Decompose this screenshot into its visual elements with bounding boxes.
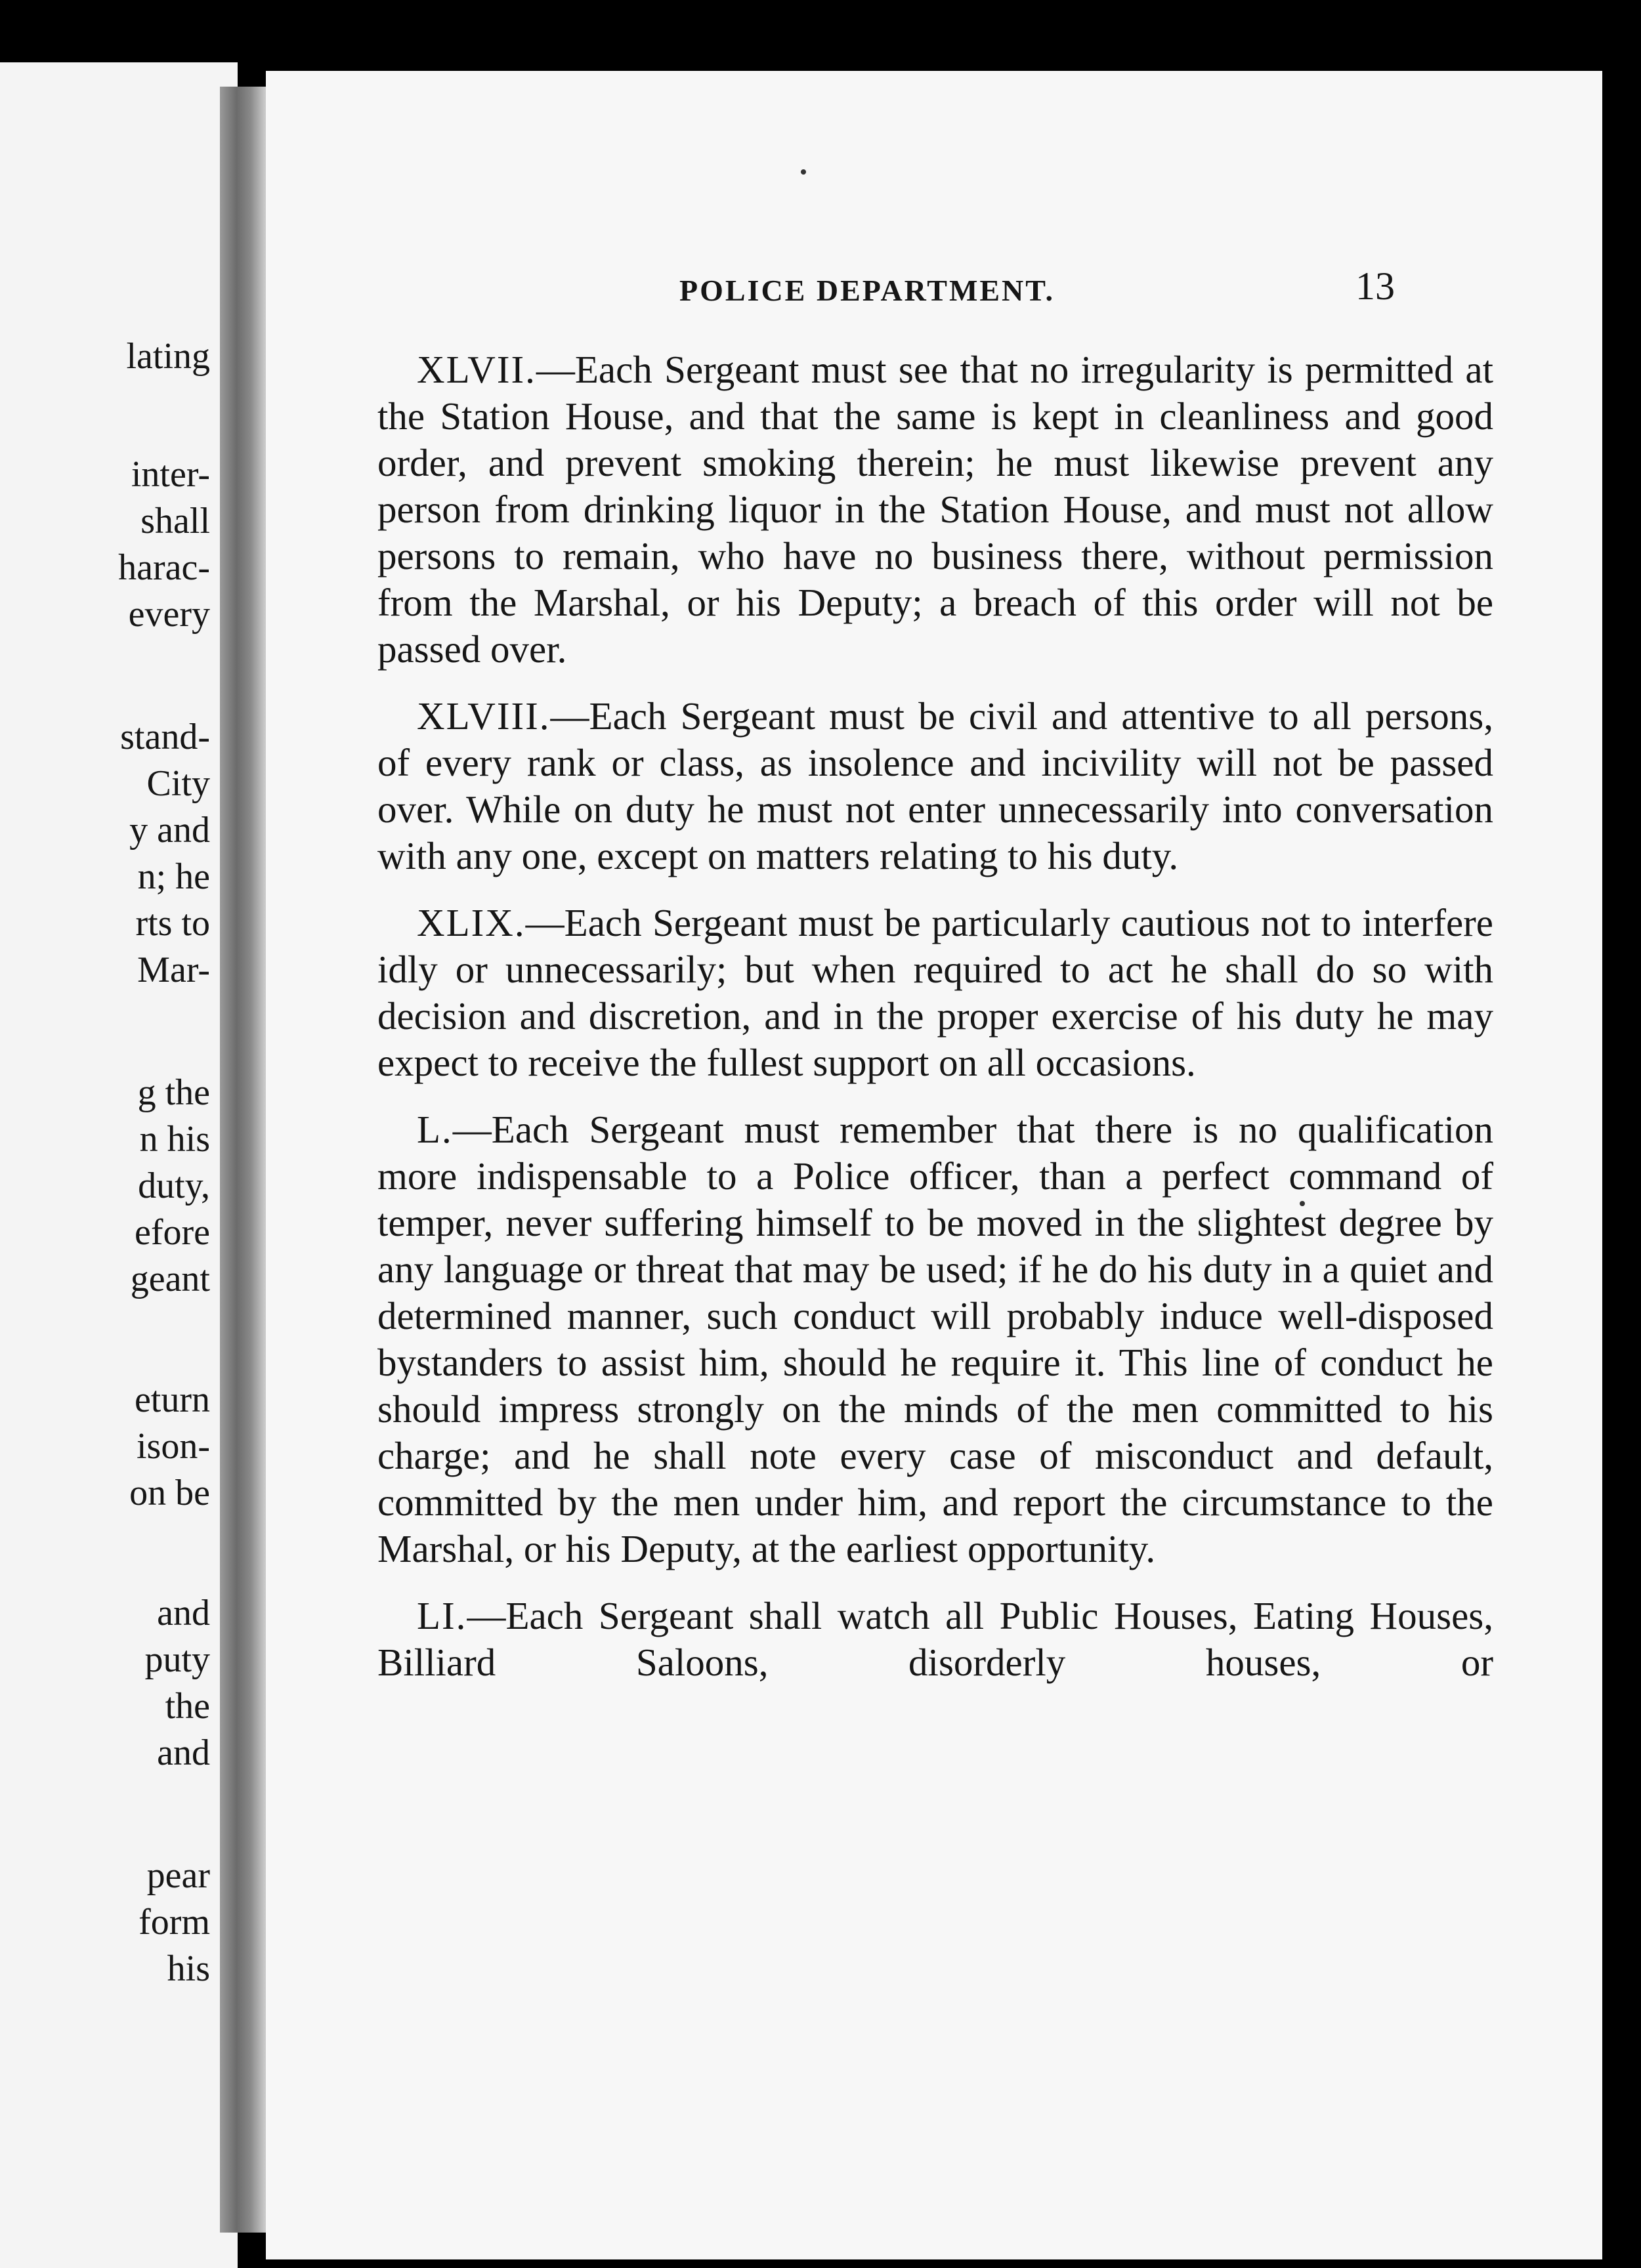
paragraph-xlvii xyxy=(377,346,1493,673)
body-text xyxy=(377,346,1493,1706)
paragraph-xlix xyxy=(377,900,1493,1086)
left-fragment: efore xyxy=(134,1212,210,1253)
left-fragment: the xyxy=(165,1686,210,1727)
left-fragment: harac- xyxy=(118,547,210,588)
paragraph-text: —Each Sergeant must be civil and attentive to all persons, of every rank or class, as insolence and incivility will not be passed over. While on duty he must not enter unnecessarily into conversation with any one, except on matters relating to his duty. xyxy=(377,694,1493,877)
section-number: XLIX. xyxy=(417,901,526,944)
paragraph-l xyxy=(377,1106,1493,1572)
paragraph-text: —Each Sergeant must see that no irregularity is permitted at the Station House, and that the same is kept in cleanliness and good order, and prevent smoking therein; he must likewise prevent any person from drinking liquor in the Station House, and must not allow persons to remain, who have no business there, without permission from the Marshal, or his Deputy; a breach of this order will not be passed over. xyxy=(377,348,1493,671)
left-fragment: City xyxy=(146,763,210,804)
left-fragment: on be xyxy=(129,1473,210,1513)
left-fragment: n; he xyxy=(137,856,210,897)
left-fragment: n his xyxy=(139,1119,210,1160)
paragraph-text: —Each Sergeant must be particularly cautious not to interfere idly or unnecessarily; but when required to act he shall do so with decision and discretion, and in the proper exercise of his duty he may expect to receive the fullest support on all occasions. xyxy=(377,901,1493,1084)
left-fragment: duty, xyxy=(138,1166,210,1206)
left-facing-page xyxy=(0,62,238,2268)
left-fragment: shall xyxy=(140,501,210,541)
main-page xyxy=(266,71,1602,2259)
left-fragment: y and xyxy=(129,810,210,850)
page-number: 13 xyxy=(1355,264,1395,308)
left-fragment: g the xyxy=(137,1072,210,1113)
left-fragment: and xyxy=(157,1732,210,1773)
left-page-fragments xyxy=(0,62,238,2268)
paragraph-text: —Each Sergeant must remember that there is no qualification more indispensable to a Police officer, than a perfect command of temper, never suffering himself to be moved in the slightest degree by any language or threat that may be used; if he do his duty in a quiet and determined manner, such conduct will probably induce well-disposed bystanders to assist him, should he require it. This line of conduct he should impress strongly on the minds of the men committed to his charge; and he shall note every case of misconduct and default, committed by the men under him, and report the circumstance to the Marshal, or his Deputy, at the earliest opportunity. xyxy=(377,1108,1493,1570)
section-number: L. xyxy=(417,1108,453,1151)
page-title: POLICE DEPARTMENT. xyxy=(679,274,1055,307)
paragraph-li xyxy=(377,1593,1493,1686)
left-fragment: his xyxy=(167,1948,210,1989)
ink-speck xyxy=(801,169,806,175)
left-fragment: Mar- xyxy=(137,950,210,990)
left-fragment: every xyxy=(128,594,210,635)
left-fragment: puty xyxy=(144,1639,210,1680)
paragraph-xlviii xyxy=(377,693,1493,879)
section-number: XLVIII. xyxy=(417,694,551,738)
left-fragment: inter- xyxy=(131,454,210,495)
left-fragment: pear xyxy=(146,1855,210,1896)
running-header xyxy=(266,264,1602,319)
left-fragment: geant xyxy=(130,1259,210,1299)
left-fragment: stand- xyxy=(120,717,210,757)
section-number: LI. xyxy=(417,1594,467,1637)
paragraph-text: —Each Sergeant shall watch all Public Houses, Eating Houses, Billiard Saloons, disorderly houses, or xyxy=(377,1594,1493,1684)
left-fragment: ison- xyxy=(137,1426,210,1467)
left-fragment: form xyxy=(139,1902,210,1942)
section-number: XLVII. xyxy=(417,348,536,391)
left-fragment: lating xyxy=(126,336,210,377)
left-fragment: rts to xyxy=(135,903,210,944)
left-fragment: and xyxy=(157,1593,210,1633)
left-fragment: eturn xyxy=(134,1379,210,1420)
